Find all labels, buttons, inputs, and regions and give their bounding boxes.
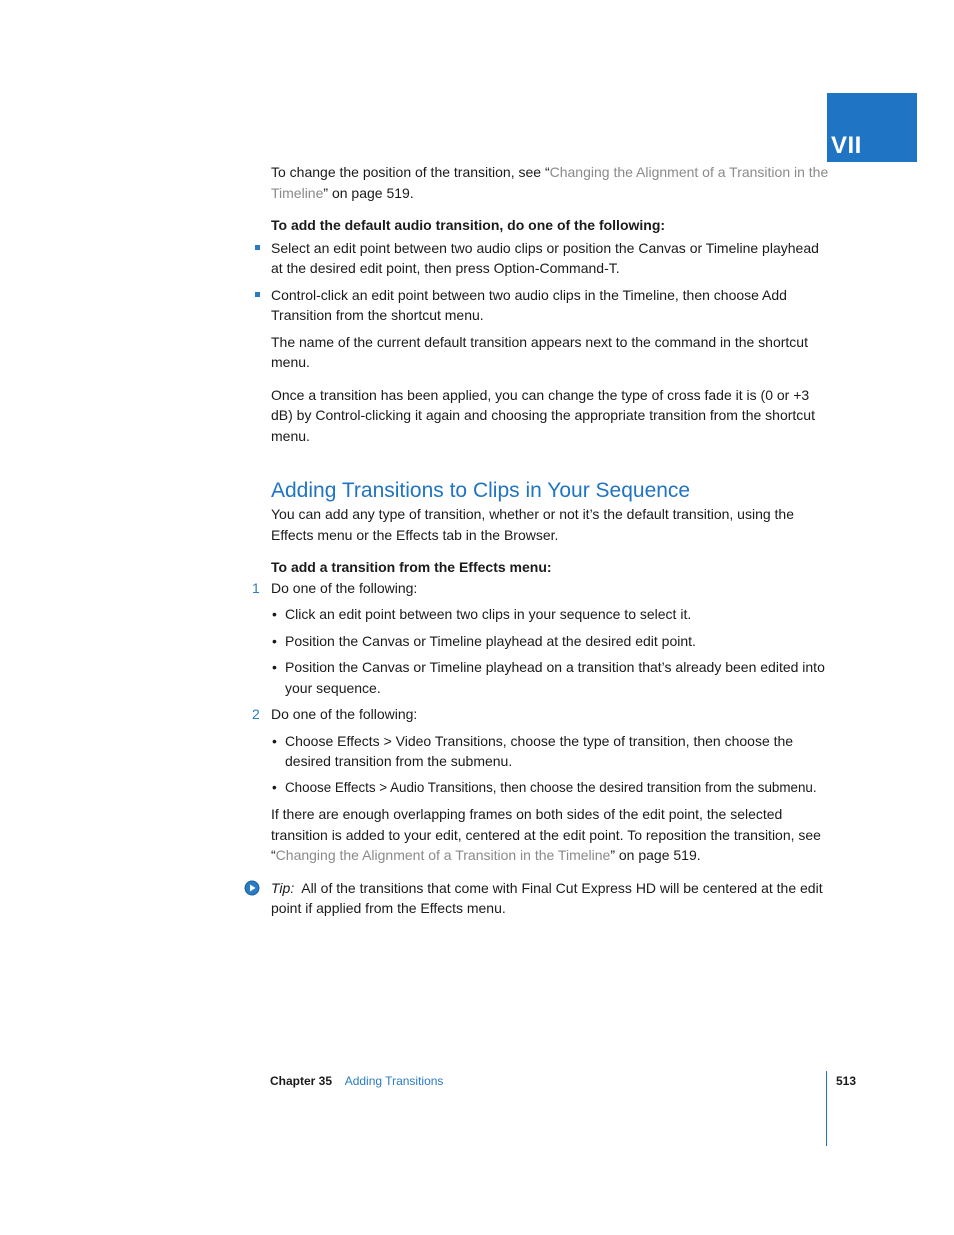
chapter-number: Chapter 35 bbox=[270, 1074, 333, 1088]
tip-text: All of the transitions that come with Final Cut Express HD will be centered at the edit point if applied from the Effects menu. bbox=[271, 879, 823, 916]
step-number: 2 bbox=[252, 706, 260, 722]
audio-bullet-item: Select an edit point between two audio clips or position the Canvas or Timeline playhead at the desired edit point, then press Option-Command-T. bbox=[271, 238, 831, 279]
sub-bullet-item: • Position the Canvas or Timeline playhead on a transition that’s already been edited into your sequence. bbox=[272, 659, 825, 696]
audio-note: The name of the current default transition appears next to the command in the shortcut menu. bbox=[271, 333, 808, 370]
audio-bullet-item: Control-click an edit point between two audio clips in the Timeline, then choose Add Transition from the shortcut menu. bbox=[271, 285, 831, 326]
sub-bullet-item: • Click an edit point between two clips in your sequence to select it. bbox=[271, 604, 831, 625]
square-bullet-icon bbox=[255, 292, 260, 297]
procedure-step: 1 Do one of the following: bbox=[271, 578, 831, 599]
footer-divider bbox=[826, 1071, 827, 1146]
cross-reference-link[interactable]: Changing the Alignment of a Transition in the Timeline bbox=[271, 164, 829, 201]
dot-bullet-icon: • bbox=[272, 606, 277, 622]
tip-label: Tip: bbox=[271, 879, 295, 896]
section-heading: Adding Transitions to Clips in Your Sequence bbox=[271, 479, 691, 502]
sub-bullet-item: • Choose Effects > Audio Transitions, then choose the desired transition from the submenu. bbox=[271, 778, 831, 799]
dot-bullet-icon: • bbox=[272, 632, 277, 649]
tip-arrow-icon bbox=[244, 880, 260, 901]
page-number: 513 bbox=[836, 1074, 857, 1088]
dot-bullet-icon: • bbox=[272, 779, 277, 795]
sub-bullet-item: • Choose Effects > Video Transitions, choose the type of transition, then choose the desired transition from the submenu. bbox=[272, 732, 794, 769]
step-number: 1 bbox=[252, 579, 260, 596]
page-footer bbox=[270, 1073, 443, 1089]
page-content bbox=[252, 162, 831, 919]
square-bullet-icon bbox=[255, 245, 260, 250]
section-intro: You can add any type of transition, whether or not it’s the default transition, using the Effects menu or the Effects tab in the Browser. bbox=[271, 506, 795, 543]
procedure-step: 2 Do one of the following: bbox=[271, 704, 831, 725]
cross-reference-link[interactable]: Changing the Alignment of a Transition in the Timeline bbox=[275, 847, 611, 863]
dot-bullet-icon: • bbox=[272, 659, 277, 675]
tip-callout bbox=[271, 878, 831, 919]
section-tab bbox=[827, 93, 917, 162]
sub-bullet-item: • Position the Canvas or Timeline playhead at the desired edit point. bbox=[271, 631, 831, 652]
effects-procedure-lead: To add a transition from the Effects menu: bbox=[271, 559, 552, 575]
dot-bullet-icon: • bbox=[272, 732, 277, 749]
crossfade-paragraph: Once a transition has been applied, you can change the type of cross fade it is (0 or +3 dB) by Control-clicking it again and choosing the appropriate transition from the shortcut menu. bbox=[271, 386, 815, 444]
audio-procedure-lead: To add the default audio transition, do one of the following: bbox=[271, 217, 666, 233]
chapter-title: Adding Transitions bbox=[344, 1074, 444, 1088]
intro-paragraph: To change the position of the transition, see “Changing the Alignment of a Transition in the Timeline” on page 519. bbox=[271, 164, 829, 201]
reposition-paragraph: If there are enough overlapping frames on both sides of the edit point, the selected transition is added to your edit, centered at the edit point. To reposition the transition, see “Changing the Alignment of a Transition in the Timeline” on page 519. bbox=[271, 806, 821, 863]
section-tab-label: VII bbox=[831, 132, 862, 159]
